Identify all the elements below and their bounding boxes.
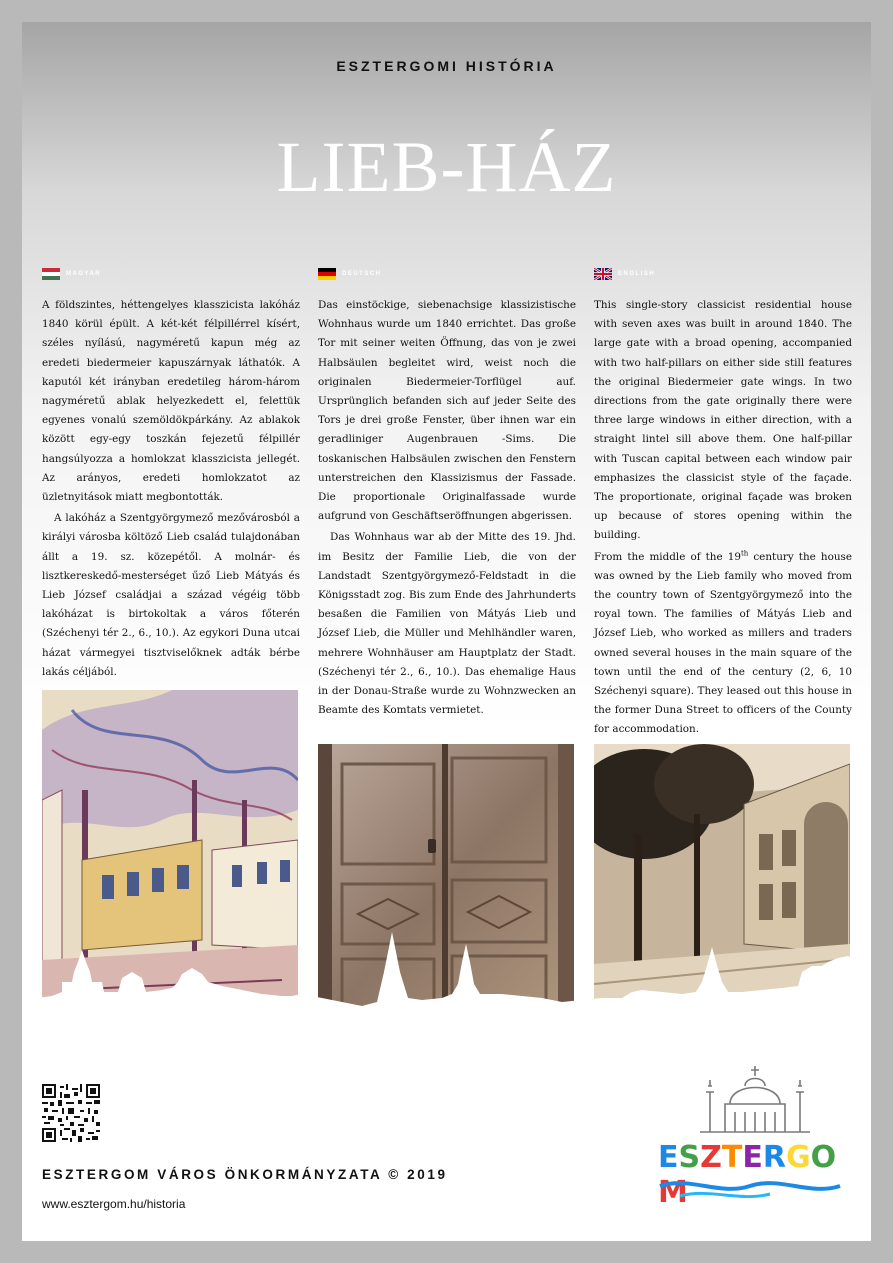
- text-block-hungarian: [42, 296, 300, 682]
- paragraph-start: From the middle of the 19: [594, 550, 741, 563]
- language-header-hungarian: [42, 266, 300, 282]
- language-label: ENGLISH: [618, 271, 656, 277]
- paragraph: [594, 548, 852, 740]
- language-header-english: [594, 266, 852, 282]
- poster-panel: [22, 22, 871, 1241]
- paragraph: A földszintes, héttengelyes klasszicista lakóház 1840 körül épült. A két-két félpillérrel kísért, széles nyílású, nagyméretű kapun még az eredeti biedermeier kapuszárnyak láthatók. A kaputól két irányban eredetileg három-három nagyméretű ablak helyezkedett el, felettük egyenes vonalú szemöldökpárkány. Az ablakok között egy-egy toszkán fejezetű félpillér hangsúlyozza a homlokzat klasszicista jellegét. Az arányos, eredeti homlokzatot az üzletnyitások miatt megbontották.: [42, 299, 300, 504]
- paragraph-end: century the house was owned by the Lieb family who moved from the country town of Szentgyörgymező into the royal town. The families of Mátyás Lieb and József Lieb, who worked as millers and traders owned several houses in the main square of the town until the end of the century (2, 6, 10 Széchenyi square). They leased out this house in the former Duna Street to officers of the County for accommodation.: [594, 550, 852, 736]
- language-label: MAGYAR: [66, 271, 102, 277]
- column-english: [594, 266, 852, 740]
- column-german: [318, 266, 576, 720]
- qr-code[interactable]: [42, 1084, 100, 1142]
- language-header-german: [318, 266, 576, 282]
- superscript: th: [740, 549, 749, 558]
- text-block-english: [594, 296, 852, 740]
- hungary-flag-icon: [42, 268, 60, 280]
- paragraph: This single-story classicist residential house with seven axes was built in around 1840. The large gate with a broad opening, accompanied with two half-pillars on either side still features the original Biedermeier gate wings. In two directions from the gate originally there were three large windows in either direction, with a straight lintel sill above them. One half-pillar with Tuscan capital between each window pair emphasizes the classicist style of the façade. The proportionate, original façade was broken up because of stores opening within the building.: [594, 299, 852, 542]
- uk-flag-icon: [594, 268, 612, 280]
- footer-url-link[interactable]: www.esztergom.hu/historia: [42, 1197, 186, 1211]
- paragraph: Das einstöckige, siebenachsige klassizistische Wohnhaus wurde um 1840 errichtet. Das große Tor mit seiner weiten Öffnung, das von je zwei Halbsäulen begleitet wird, weist noch die originalen Biedermeier-Torflügel auf. Ursprünglich befanden sich auf jeder Seite des Tors je drei große Fenster, über ihnen war ein geradliniger Augenbrauen -Sims. Die toskanischen Halbsäulen zwischen den Fenstern unterstreichen den Klassizismus der Fassade. Die proportionale Originalfassade wurde aufgrund von Geschäftseröffnungen abgerissen.: [318, 299, 576, 523]
- esztergom-logo: [650, 1052, 850, 1210]
- page-title: LIEB-HÁZ: [276, 127, 617, 207]
- germany-flag-icon: [318, 268, 336, 280]
- logo-wordmark: ESZTERGOM: [658, 1140, 837, 1210]
- basilica-sketch-icon: [650, 1052, 850, 1142]
- column-hungarian: [42, 266, 300, 682]
- footer-organization: ESZTERGOM VÁROS ÖNKORMÁNYZATA © 2019: [42, 1167, 448, 1182]
- river-wave-icon: [650, 1174, 850, 1204]
- city-skyline-silhouette: [22, 902, 871, 1042]
- text-block-german: [318, 296, 576, 720]
- language-label: DEUTSCH: [342, 271, 382, 277]
- paragraph: Das Wohnhaus war ab der Mitte des 19. Jhd. im Besitz der Familie Lieb, die von der Landstadt Szentgyörgymező-Feldstadt in die Königsstadt zog. Bis zum Ende des Jahrhunderts besaßen die Familien von Mátyás Lieb und József Lieb, die Müller und Mehlhändler waren, mehrere Wohnhäuser am Hauptplatz der Stadt. (Széchenyi tér 2., 6., 10.). Das ehemalige Haus in der Donau-Straße wurde zu Wohnzwecken an Beamte des Komtats vermietet.: [318, 531, 576, 717]
- paragraph: A lakóház a Szentgyörgymező mezővárosból a királyi városba költöző Lieb család tulajdonában állt a 19. sz. közepétől. A molnár- és lisztkereskedő-mesterséget űző Lieb Mátyás és Lieb József családjai a század végéig több lakóházat is birtokoltak a város főterén (Széchenyi tér 2., 6., 10.). Az egykori Duna utcai házat vármegyei tisztviselőknek adták bérbe lakás céljából.: [42, 512, 300, 678]
- series-title: ESZTERGOMI HISTÓRIA: [336, 58, 557, 74]
